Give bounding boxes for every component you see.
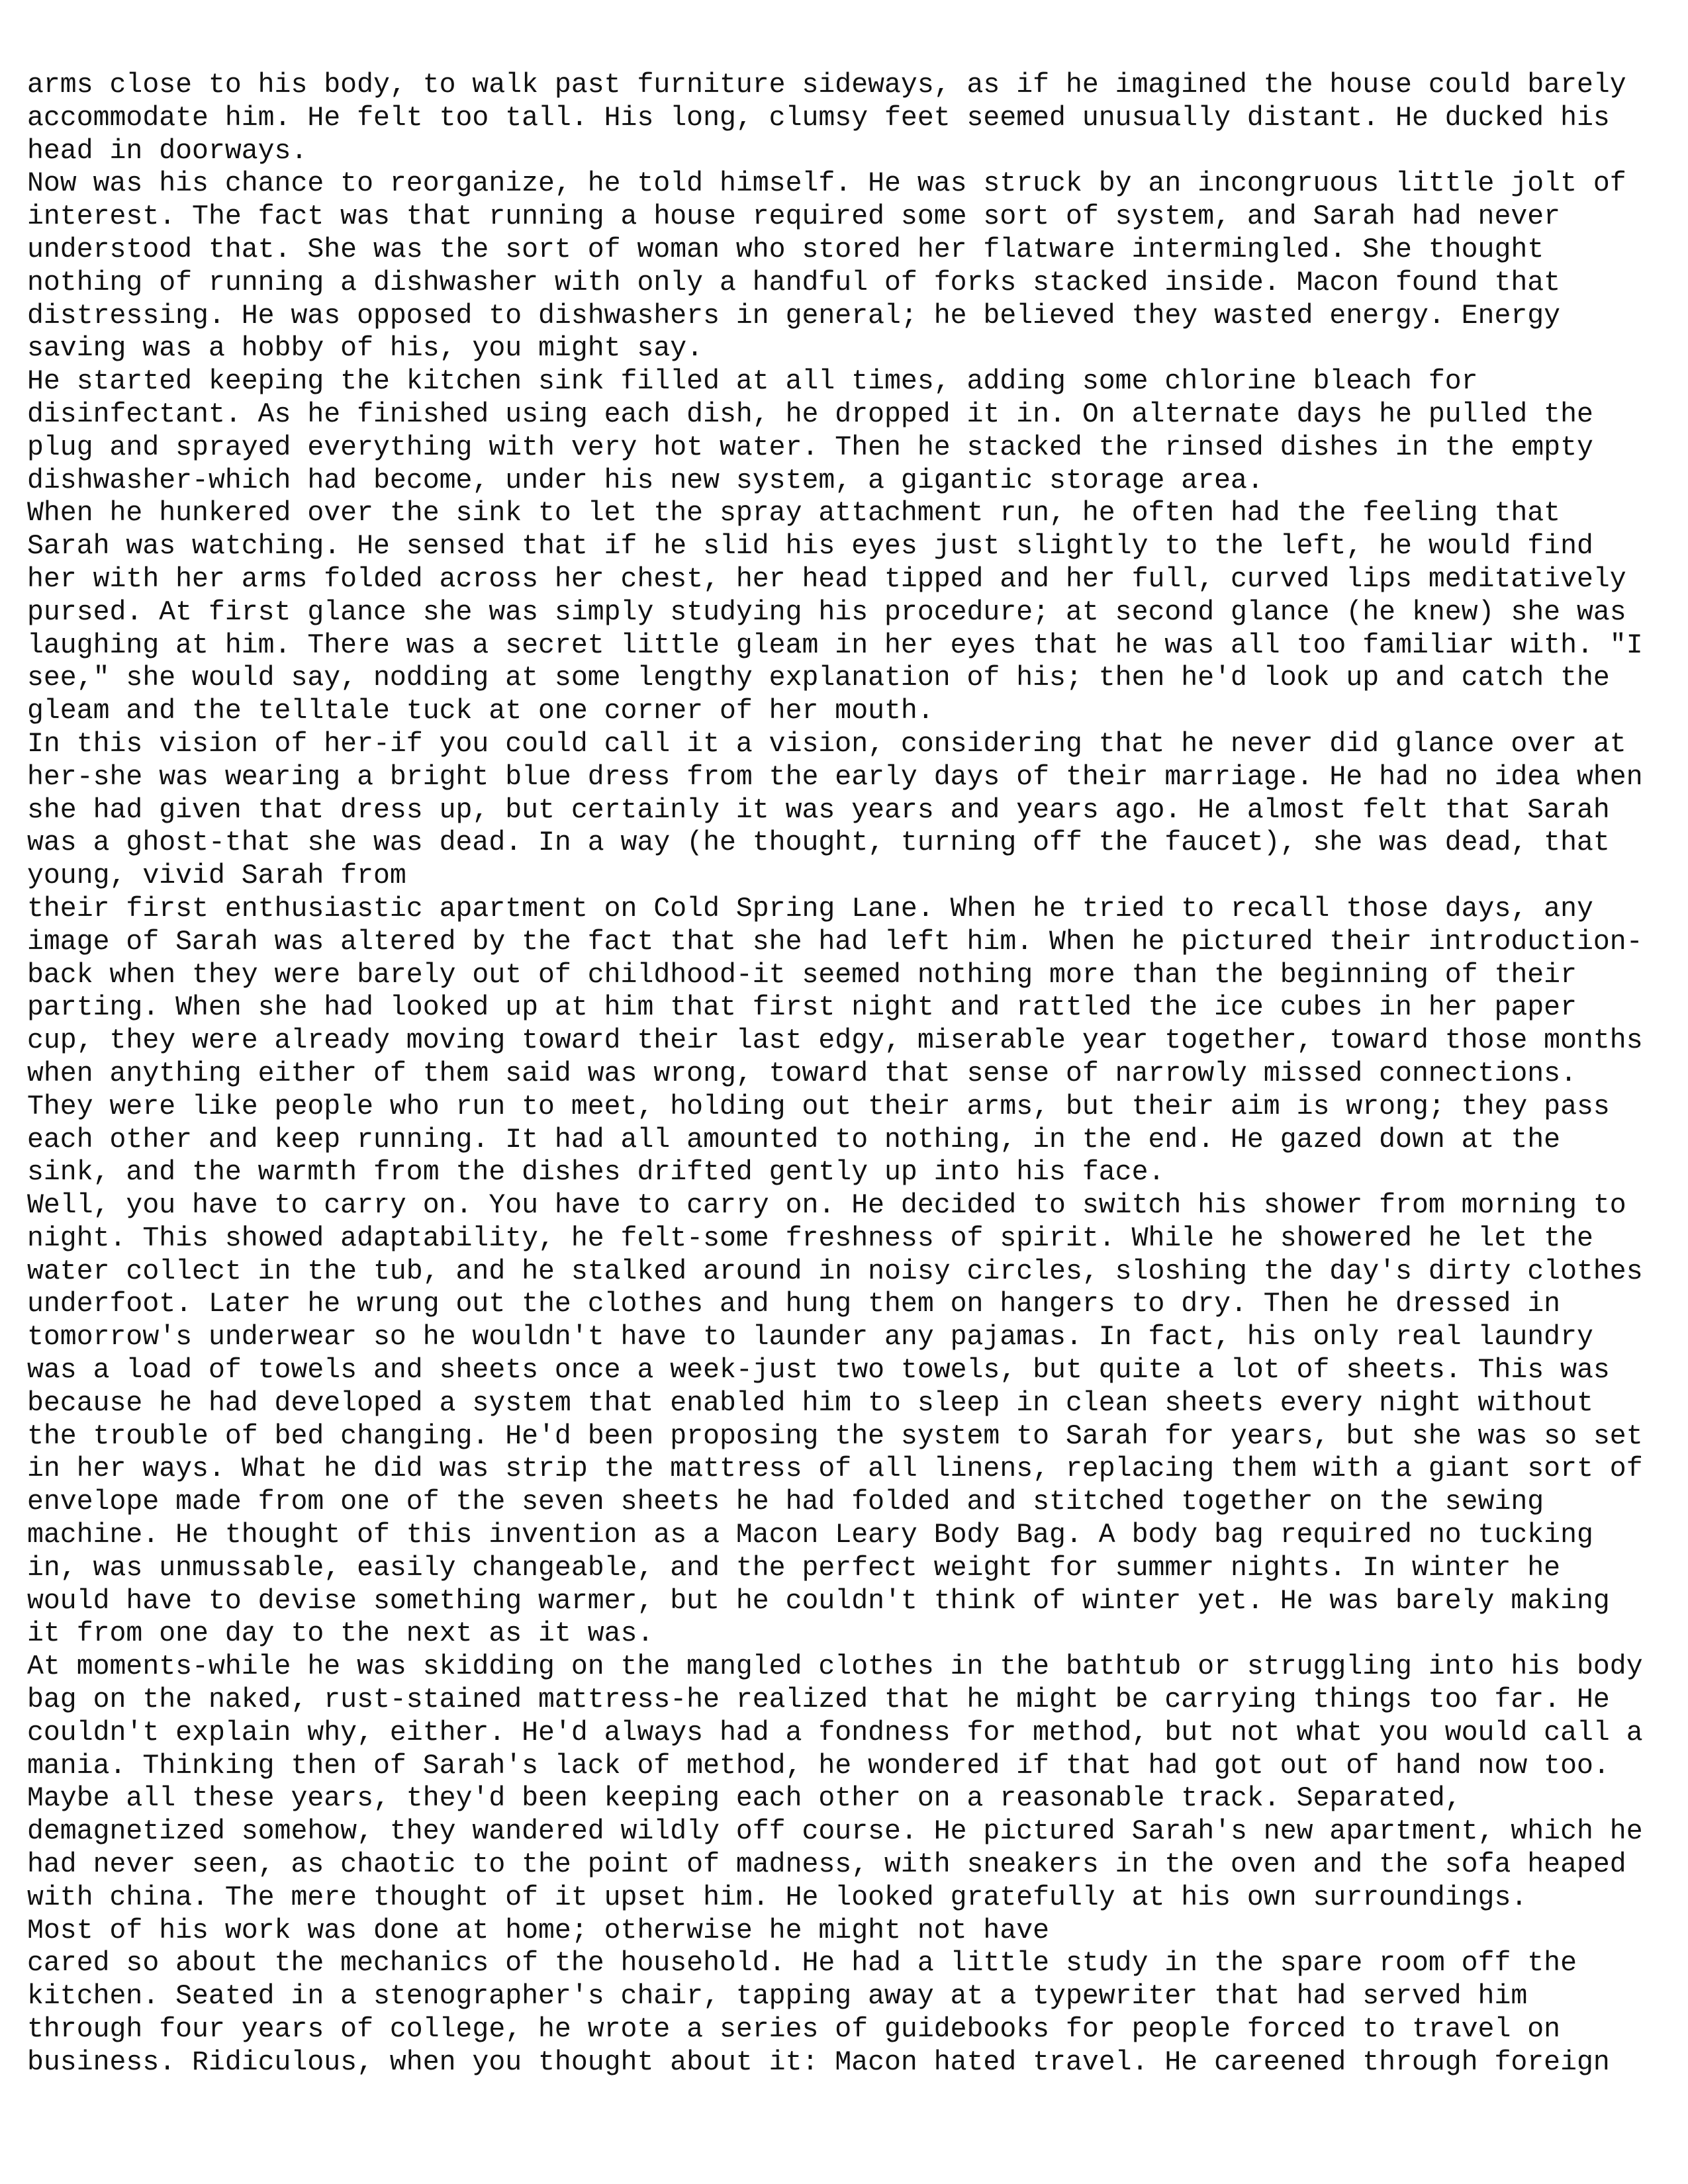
text-line: They were like people who run to meet, holding out their arms, but their aim is wrong; they pass xyxy=(27,1091,1610,1122)
text-line: the trouble of bed changing. He'd been proposing the system to Sarah for years, but she was so set xyxy=(27,1420,1643,1452)
text-line: her with her arms folded across her chest, her head tipped and her full, curved lips meditatively xyxy=(27,563,1626,595)
text-line: couldn't explain why, either. He'd always had a fondness for method, but not what you would call a xyxy=(27,1717,1643,1749)
text-line: dishwasher-which had become, under his new system, a gigantic storage area. xyxy=(27,465,1264,496)
text-line: machine. He thought of this invention as a Macon Leary Body Bag. A body bag required no tucking xyxy=(27,1520,1593,1551)
text-line: disinfectant. As he finished using each dish, he dropped it in. On alternate days he pulled the xyxy=(27,398,1593,430)
text-line: Now was his chance to reorganize, he told himself. He was struck by an incongruous little jolt of xyxy=(27,168,1626,200)
text-line: cared so about the mechanics of the household. He had a little study in the spare room off the xyxy=(27,1948,1577,1979)
text-line: she had given that dress up, but certainly it was years and years ago. He almost felt that Sarah xyxy=(27,794,1610,826)
text-line: with china. The mere thought of it upset him. He looked gratefully at his own surroundings. xyxy=(27,1882,1528,1913)
text-line: would have to devise something warmer, but he couldn't think of winter yet. He was barely making xyxy=(27,1585,1610,1617)
text-line: gleam and the telltale tuck at one corner of her mouth. xyxy=(27,696,934,727)
text-line: laughing at him. There was a secret little gleam in her eyes that he was all too familiar with. "I xyxy=(27,629,1643,661)
text-line: nothing of running a dishwasher with only a handful of forks stacked inside. Macon found that xyxy=(27,267,1561,298)
text-line: understood that. She was the sort of woman who stored her flatware intermingled. She thought xyxy=(27,234,1544,265)
text-line: when anything either of them said was wrong, toward that sense of narrowly missed connections. xyxy=(27,1058,1577,1089)
text-line: in her ways. What he did was strip the mattress of all linens, replacing them with a giant sort of xyxy=(27,1453,1643,1485)
text-line: Well, you have to carry on. You have to carry on. He decided to switch his shower from morning to xyxy=(27,1190,1626,1222)
text-line: underfoot. Later he wrung out the clothes and hung them on hangers to dry. Then he dressed in xyxy=(27,1289,1561,1320)
text-line: was a load of towels and sheets once a week-just two towels, but quite a lot of sheets. This was xyxy=(27,1355,1610,1387)
text-line: back when they were barely out of childhood-it seemed nothing more than the beginning of their xyxy=(27,959,1577,991)
text-line: interest. The fact was that running a house required some sort of system, and Sarah had never xyxy=(27,201,1561,233)
text-line: see," she would say, nodding at some lengthy explanation of his; then he'd look up and catch the xyxy=(27,662,1610,694)
text-line: her-she was wearing a bright blue dress from the early days of their marriage. He had no idea when xyxy=(27,761,1643,793)
text-line: Sarah was watching. He sensed that if he slid his eyes just slightly to the left, he would find xyxy=(27,531,1593,563)
text-line: arms close to his body, to walk past furniture sideways, as if he imagined the house could barely xyxy=(27,69,1626,101)
text-line: distressing. He was opposed to dishwashers in general; he believed they wasted energy. Energy xyxy=(27,300,1561,332)
document-page xyxy=(27,69,1669,2112)
text-line: their first enthusiastic apartment on Cold Spring Lane. When he tried to recall those days, any xyxy=(27,893,1593,925)
text-line: parting. When she had looked up at him that first night and rattled the ice cubes in her paper xyxy=(27,992,1577,1024)
text-line: At moments-while he was skidding on the mangled clothes in the bathtub or struggling into his body xyxy=(27,1651,1643,1683)
text-line: tomorrow's underwear so he wouldn't have to launder any pajamas. In fact, his only real laundry xyxy=(27,1322,1593,1353)
text-line: plug and sprayed everything with very hot water. Then he stacked the rinsed dishes in the empty xyxy=(27,432,1593,463)
text-line: young, vivid Sarah from xyxy=(27,860,406,892)
text-line: kitchen. Seated in a stenographer's chair, tapping away at a typewriter that had served him xyxy=(27,1981,1528,2013)
text-line: mania. Thinking then of Sarah's lack of method, he wondered if that had got out of hand now too. xyxy=(27,1750,1610,1782)
text-line: it from one day to the next as it was. xyxy=(27,1618,654,1650)
text-line: business. Ridiculous, when you thought about it: Macon hated travel. He careened through foreign xyxy=(27,2046,1610,2078)
text-line: When he hunkered over the sink to let the spray attachment run, he often had the feeling that xyxy=(27,498,1561,529)
text-line: envelope made from one of the seven sheets he had folded and stitched together on the sewing xyxy=(27,1486,1544,1518)
text-line: He started keeping the kitchen sink filled at all times, adding some chlorine bleach for xyxy=(27,366,1478,398)
text-line: saving was a hobby of his, you might say. xyxy=(27,333,704,365)
text-line: each other and keep running. It had all amounted to nothing, in the end. He gazed down at the xyxy=(27,1124,1561,1156)
text-line: Most of his work was done at home; otherwise he might not have xyxy=(27,1915,1050,1946)
text-line: through four years of college, he wrote a series of guidebooks for people forced to travel on xyxy=(27,2014,1561,2046)
text-line: bag on the naked, rust-stained mattress-he realized that he might be carrying things too far. He xyxy=(27,1684,1610,1716)
text-line: water collect in the tub, and he stalked around in noisy circles, sloshing the day's dirty clothes xyxy=(27,1255,1643,1287)
text-line: accommodate him. He felt too tall. His long, clumsy feet seemed unusually distant. He ducked his xyxy=(27,102,1610,134)
text-line: head in doorways. xyxy=(27,135,308,167)
text-line: cup, they were already moving toward their last edgy, miserable year together, toward those months xyxy=(27,1025,1643,1057)
text-line xyxy=(27,2079,1669,2113)
text-line: in, was unmussable, easily changeable, and the perfect weight for summer nights. In winter he xyxy=(27,1552,1561,1584)
text-line: demagnetized somehow, they wandered wildly off course. He pictured Sarah's new apartment, which he xyxy=(27,1816,1643,1848)
text-line: image of Sarah was altered by the fact that she had left him. When he pictured their introduction- xyxy=(27,926,1643,958)
text-line: pursed. At first glance she was simply studying his procedure; at second glance (he knew) she was xyxy=(27,596,1626,628)
text-line: night. This showed adaptability, he felt-some freshness of spirit. While he showered he let the xyxy=(27,1222,1593,1254)
text-line: had never seen, as chaotic to the point of madness, with sneakers in the oven and the sofa heaped xyxy=(27,1849,1626,1881)
text-line: In this vision of her-if you could call it a vision, considering that he never did glance over at xyxy=(27,728,1626,760)
text-line: Maybe all these years, they'd been keeping each other on a reasonable track. Separated, xyxy=(27,1783,1462,1815)
text-line: sink, and the warmth from the dishes drifted gently up into his face. xyxy=(27,1157,1165,1189)
text-line: was a ghost-that she was dead. In a way (he thought, turning off the faucet), she was dead, that xyxy=(27,827,1610,859)
text-line: because he had developed a system that enabled him to sleep in clean sheets every night without xyxy=(27,1387,1593,1419)
